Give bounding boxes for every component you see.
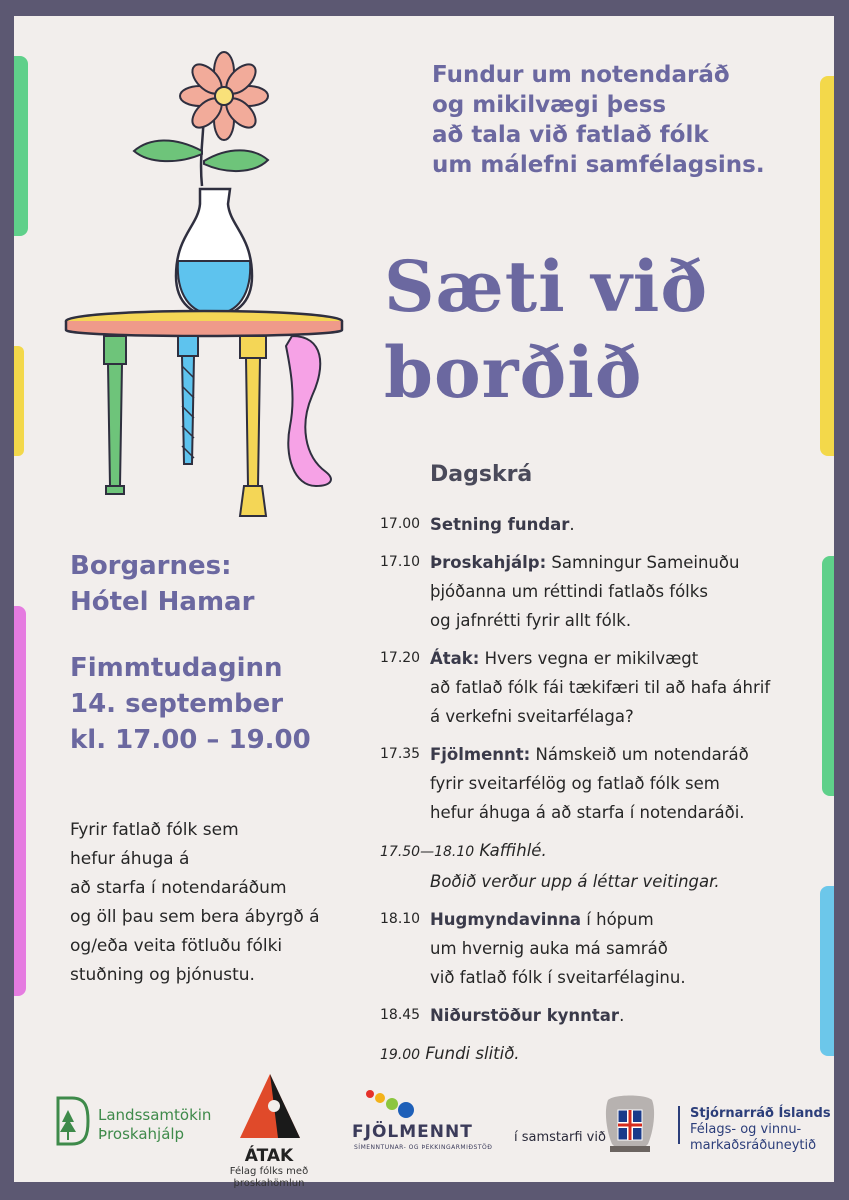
agenda-heading: Setning fundar [430, 515, 570, 534]
throskahjalp-line-1: Landssamtökin [98, 1106, 212, 1124]
agenda-heading: Fjölmennt: [430, 745, 531, 764]
edge-yellow-left [14, 346, 24, 456]
event-day: Fimmtudaginn [70, 653, 283, 683]
venue-town: Borgarnes: [70, 551, 232, 581]
agenda-text: . [619, 1006, 625, 1025]
event-datetime [70, 650, 311, 758]
agenda-item [380, 510, 820, 539]
edge-blue-right [820, 886, 834, 1056]
table-vase-illustration [54, 46, 354, 506]
throskahjalp-logo-icon [54, 1096, 90, 1146]
audience-line: stuðning og þjónustu. [70, 965, 255, 985]
throskahjalp-name [98, 1106, 211, 1144]
edge-yellow-right [820, 76, 834, 456]
agenda-item [380, 740, 820, 827]
agenda-text: . [569, 515, 575, 534]
agenda-text: Hvers vegna er mikilvægt [479, 649, 699, 668]
agenda-time: 19.00 [380, 1047, 421, 1063]
agenda-time: 17.10 [380, 554, 421, 570]
agenda-text: við fatlað fólk í sveitarfélaginu. [430, 968, 686, 987]
agenda-list [380, 510, 820, 1079]
atak-sub-2: þroskahömlun [233, 1178, 305, 1189]
atak-name-block [214, 1146, 324, 1190]
sponsor-logos [14, 1066, 834, 1189]
atak-name: ÁTAK [244, 1146, 294, 1166]
audience-text [70, 816, 320, 990]
agenda-text: Námskeið um notendaráð [530, 745, 749, 764]
venue [70, 548, 254, 620]
agenda-text: hefur áhuga á að starfa í notendaráði. [430, 803, 745, 822]
stjr-divider [678, 1106, 680, 1144]
agenda-item-break [380, 836, 820, 896]
collaboration-label: í samstarfi við [514, 1130, 606, 1145]
agenda-time: 18.10 [380, 911, 421, 927]
audience-line: hefur áhuga á [70, 849, 190, 869]
agenda-text: Boðið verður upp á léttar veitingar. [430, 872, 720, 891]
audience-line: og öll þau sem bera ábyrgð á [70, 907, 320, 927]
agenda-text: um hvernig auka má samráð [430, 939, 668, 958]
agenda-time: 17.20 [380, 650, 421, 666]
edge-green-left [14, 56, 28, 236]
agenda-time: 17.50—18.10 [380, 844, 475, 860]
intro-line-4: um málefni samfélagsins. [432, 152, 765, 178]
ministry-sub-2: markaðsráðuneytið [690, 1138, 817, 1153]
throskahjalp-line-2: Þroskahjálp [98, 1125, 185, 1143]
agenda-text: á verkefni sveitarfélaga? [430, 707, 634, 726]
agenda-text: fyrir sveitarfélög og fatlað fólk sem [430, 774, 720, 793]
title-line-1: Sæti við [384, 245, 709, 328]
intro-text [432, 60, 765, 180]
fjolmennt-subtitle: SÍMENNTUNAR- OG ÞEKKINGARMIÐSTÖÐ [354, 1144, 493, 1151]
agenda-item [380, 644, 820, 731]
edge-green-right [822, 556, 834, 796]
atak-logo-icon [238, 1072, 302, 1142]
fjolmennt-name: FJÖLMENNT [352, 1122, 473, 1142]
intro-line-2: og mikilvægi þess [432, 92, 667, 118]
atak-sub-1: Félag fólks með [229, 1166, 309, 1177]
agenda-heading: Þroskahjálp: [430, 553, 547, 572]
agenda-heading: Niðurstöður kynntar [430, 1006, 620, 1025]
agenda-text: að fatlað fólk fái tækifæri til að hafa áhrif [430, 678, 771, 697]
ministry-sub-1: Félags- og vinnu- [690, 1122, 802, 1137]
poster-title [384, 244, 708, 416]
poster [14, 16, 834, 1189]
event-date: 14. september [70, 689, 284, 719]
intro-line-1: Fundur um notendaráð [432, 62, 730, 88]
event-time: kl. 17.00 – 19.00 [70, 725, 311, 755]
intro-line-3: að tala við fatlað fólk [432, 122, 709, 148]
agenda-item [380, 905, 820, 992]
agenda-text: Fundi slitið. [425, 1044, 520, 1063]
venue-hotel: Hótel Hamar [70, 587, 255, 617]
agenda-item [380, 548, 820, 635]
agenda-time: 17.35 [380, 746, 421, 762]
fjolmennt-logo-icon [364, 1088, 424, 1122]
agenda-text: Samningur Sameinuðu [546, 553, 740, 572]
agenda-text: í hópum [581, 910, 654, 929]
agenda-text: þjóðanna um réttindi fatlaðs fólks [430, 582, 708, 601]
agenda-text: Kaffihlé. [479, 841, 547, 860]
agenda-time: 18.45 [380, 1007, 421, 1023]
agenda-item [380, 1001, 820, 1030]
agenda-heading: Átak: [430, 649, 480, 668]
agenda-text: og jafnrétti fyrir allt fólk. [430, 611, 632, 630]
title-line-2: borðið [384, 331, 643, 414]
agenda-heading: Hugmyndavinna [430, 910, 582, 929]
audience-line: Fyrir fatlað fólk sem [70, 820, 239, 840]
agenda-time: 17.00 [380, 516, 421, 532]
audience-line: og/eða veita fötluðu fólki [70, 936, 283, 956]
ministry-name: Stjórnarráð Íslands [690, 1106, 831, 1121]
ministry-name-block [690, 1106, 831, 1154]
edge-pink-left [14, 606, 26, 996]
agenda-title: Dagskrá [430, 462, 533, 487]
audience-line: að starfa í notendaráðum [70, 878, 287, 898]
coat-of-arms-icon [602, 1090, 658, 1156]
